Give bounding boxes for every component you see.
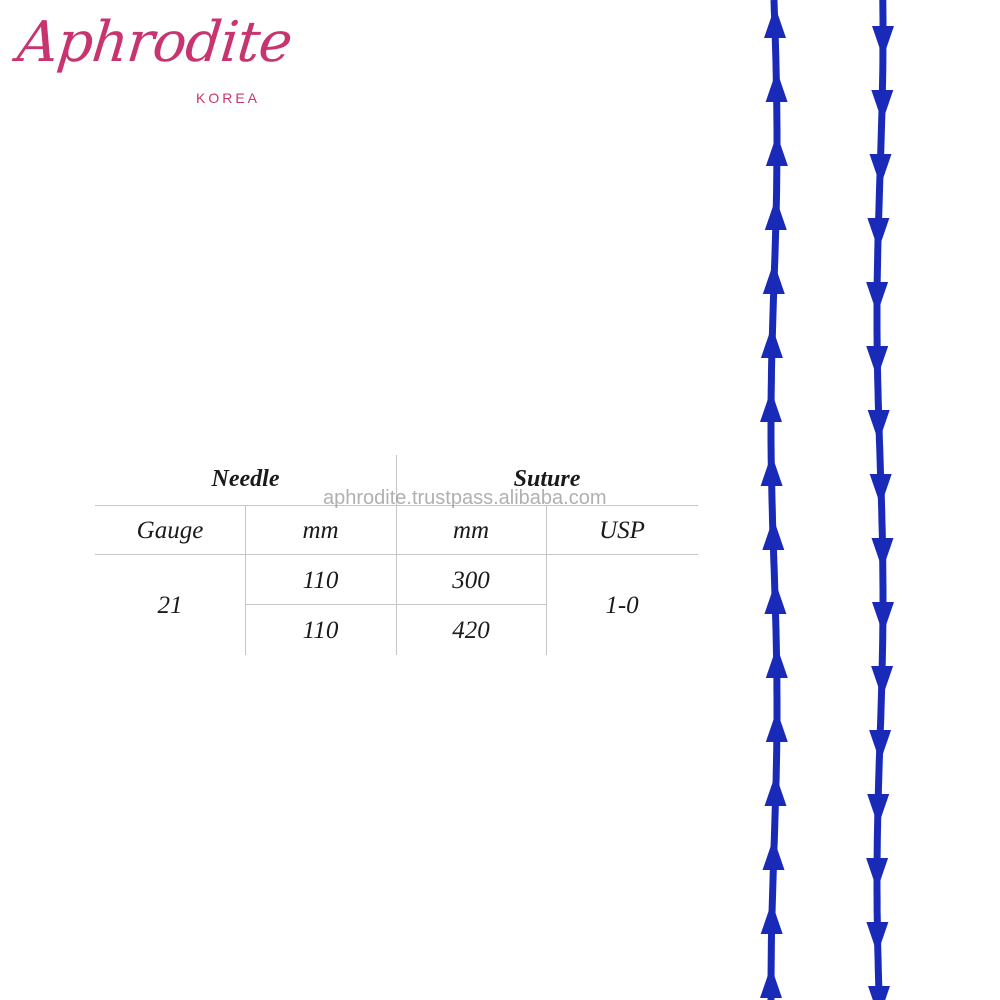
thread-barb [867, 794, 889, 826]
brand-name: Aphrodite [14, 10, 295, 75]
divider-horizontal-rows [245, 604, 546, 605]
thread-barb [761, 902, 783, 934]
thread-barb [868, 410, 890, 442]
column-suture-mm: mm [452, 517, 490, 544]
brand-subtitle: KOREA [196, 90, 261, 106]
thread-barb [869, 730, 891, 762]
thread-barb [870, 474, 892, 506]
thread-barb [872, 602, 894, 634]
cell-needle-mm-row2: 110 [302, 617, 339, 644]
barbed-thread-left [748, 0, 808, 1000]
column-needle-mm: mm [302, 517, 339, 544]
thread-barb [766, 70, 788, 102]
spec-table [95, 455, 698, 655]
barbed-thread-right [852, 0, 912, 1000]
thread-barb [765, 774, 787, 806]
watermark: aphrodite.trustpass.alibaba.com [323, 487, 607, 509]
column-gauge: Gauge [136, 517, 204, 544]
thread-barb [868, 986, 890, 1000]
thread-barb [870, 154, 892, 186]
header-suture: Suture [513, 466, 581, 492]
thread-barb [872, 538, 894, 570]
brand-logo [14, 6, 295, 106]
thread-barb [866, 858, 888, 890]
thread-barb [871, 90, 893, 122]
cell-needle-mm-row1: 110 [302, 567, 339, 594]
thread-barb [760, 966, 782, 998]
cell-gauge: 21 [157, 592, 183, 619]
thread-barb [866, 922, 888, 954]
header-needle: Needle [211, 466, 280, 492]
thread-barb [760, 390, 782, 422]
thread-barb [765, 198, 787, 230]
thread-barb [761, 326, 783, 358]
thread-barb [872, 26, 894, 58]
thread-barb [761, 454, 783, 486]
column-usp: USP [599, 517, 645, 544]
cell-suture-mm-row1: 300 [452, 567, 490, 594]
thread-barb [866, 346, 888, 378]
thread-barb [764, 6, 786, 38]
cell-usp: 1-0 [605, 592, 639, 619]
thread-barb [766, 710, 788, 742]
cell-suture-mm-row2: 420 [452, 617, 490, 644]
thread-barb [763, 838, 785, 870]
thread-barb [867, 218, 889, 250]
thread-barb [762, 518, 784, 550]
thread-barb [763, 262, 785, 294]
thread-barb [871, 666, 893, 698]
thread-barb [764, 582, 786, 614]
thread-barb [866, 282, 888, 314]
thread-barb [766, 134, 788, 166]
thread-barb [766, 646, 788, 678]
